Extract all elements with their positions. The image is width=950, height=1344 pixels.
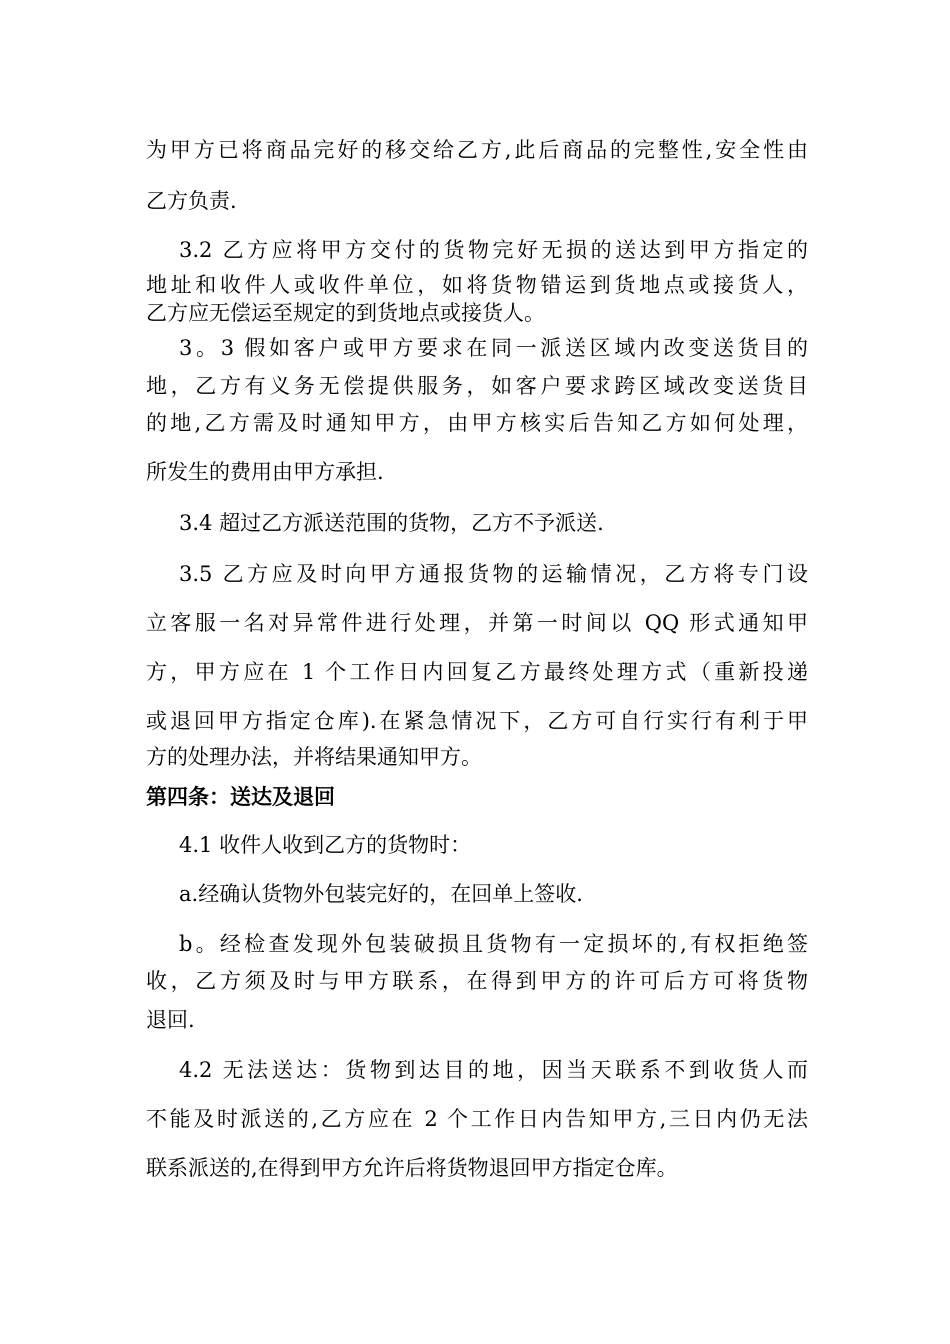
clause-4-2-line: 联系派送的,在得到甲方允许后将货物退回甲方指定仓库。: [146, 1156, 678, 1180]
clause-3-2-line: 3.2 乙方应将甲方交付的货物完好无损的送达到甲方指定的: [179, 238, 808, 262]
clause-3-2-line: 乙方应无偿运至规定的到货地点或接货人。: [146, 301, 545, 325]
text-line: 为甲方已将商品完好的移交给乙方,此后商品的完整性,安全性由: [146, 138, 808, 162]
clause-3-5-line: 3.5 乙方应及时向甲方通报货物的运输情况，乙方将专门设: [179, 562, 808, 586]
clause-4-1-b-line: 退回.: [146, 1008, 195, 1032]
clause-4-1-a-line: a.经确认货物外包装完好的，在回单上签收.: [179, 882, 583, 906]
clause-3-3-line: 所发生的费用由甲方承担.: [146, 460, 384, 484]
clause-3-4-line: 3.4 超过乙方派送范围的货物，乙方不予派送.: [179, 511, 604, 535]
clause-3-5-line: 或退回甲方指定仓库).在紧急情况下，乙方可自行实行有利于甲: [146, 709, 808, 733]
clause-4-2-line: 4.2 无法送达：货物到达目的地，因当天联系不到收货人而: [179, 1058, 808, 1082]
text-line: 乙方负责.: [146, 189, 237, 213]
clause-4-1-line: 4.1 收件人收到乙方的货物时：: [179, 833, 472, 857]
clause-4-1-b-line: 收，乙方须及时与甲方联系，在得到甲方的许可后方可将货物: [146, 969, 808, 993]
clause-4-1-b-line: b。经检查发现外包装破损且货物有一定损坏的,有权拒绝签: [179, 932, 808, 956]
clause-3-5-line: 方的处理办法，并将结果通知甲方。: [146, 745, 482, 769]
clause-3-2-line: 地址和收件人或收件单位，如将货物错运到货地点或接货人，: [146, 273, 808, 297]
clause-3-3-line: 地，乙方有义务无偿提供服务，如客户要求跨区域改变送货目: [146, 374, 808, 398]
clause-3-5-line: 方，甲方应在 1 个工作日内回复乙方最终处理方式（重新投递: [146, 660, 808, 684]
clause-4-2-line: 不能及时派送的,乙方应在 2 个工作日内告知甲方,三日内仍无法: [146, 1107, 808, 1131]
clause-3-3-line: 3。3 假如客户或甲方要求在同一派送区域内改变送货目的: [179, 336, 808, 360]
clause-3-3-line: 的地,乙方需及时通知甲方，由甲方核实后告知乙方如何处理，: [146, 411, 808, 435]
section-heading: 第四条：送达及退回: [146, 785, 335, 809]
clause-3-5-line: 立客服一名对异常件进行处理，并第一时间以 QQ 形式通知甲: [146, 611, 808, 635]
